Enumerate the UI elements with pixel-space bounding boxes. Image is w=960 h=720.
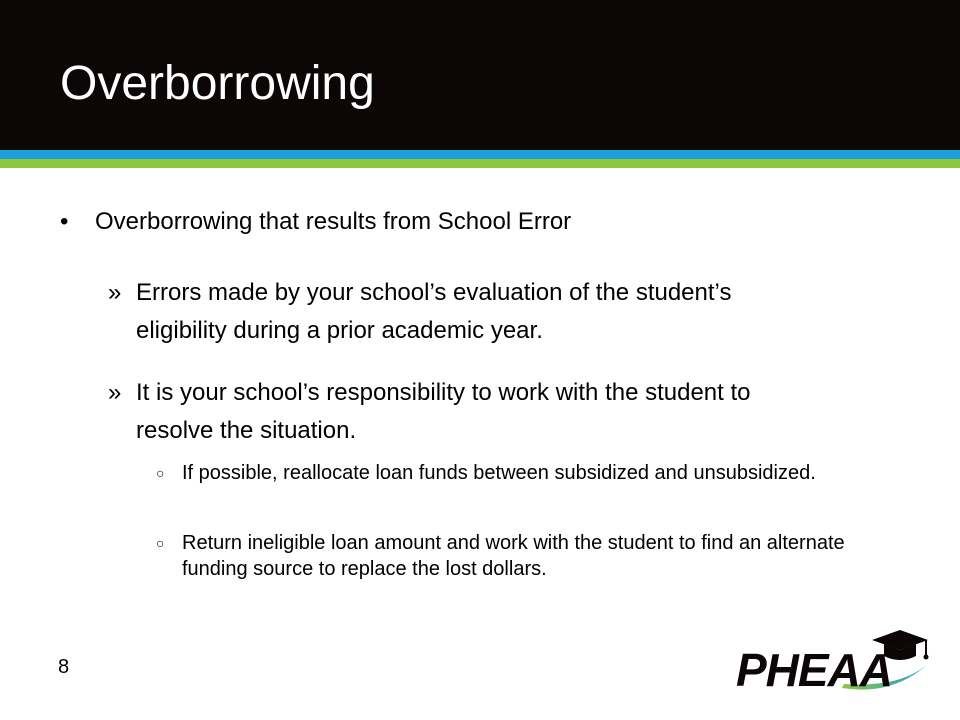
page-number: 8 bbox=[58, 656, 70, 678]
bullet-marker: ○ bbox=[156, 465, 165, 481]
bullet-text: If possible, reallocate loan funds between subsidized and unsubsidized. bbox=[182, 462, 816, 484]
bullet-marker: » bbox=[108, 379, 122, 406]
logo-wordmark: PHEAA bbox=[736, 644, 893, 696]
bullet-text: Overborrowing that results from School Error bbox=[95, 208, 572, 235]
bullet-text: It is your school’s responsibility to work with the student to resolve the situation. bbox=[136, 379, 751, 444]
bullet-marker: » bbox=[108, 279, 122, 306]
bullet-marker: ○ bbox=[156, 535, 165, 551]
bullet-text: Return ineligible loan amount and work with the student to find an alternate funding source to replace the lost dollars. bbox=[182, 532, 845, 580]
slide-title: Overborrowing bbox=[60, 57, 375, 110]
pheaa-logo bbox=[732, 626, 932, 696]
bullet-marker: • bbox=[60, 208, 69, 235]
bullet-text: Errors made by your school’s evaluation of the student’s eligibility during a prior academic year. bbox=[136, 279, 732, 344]
